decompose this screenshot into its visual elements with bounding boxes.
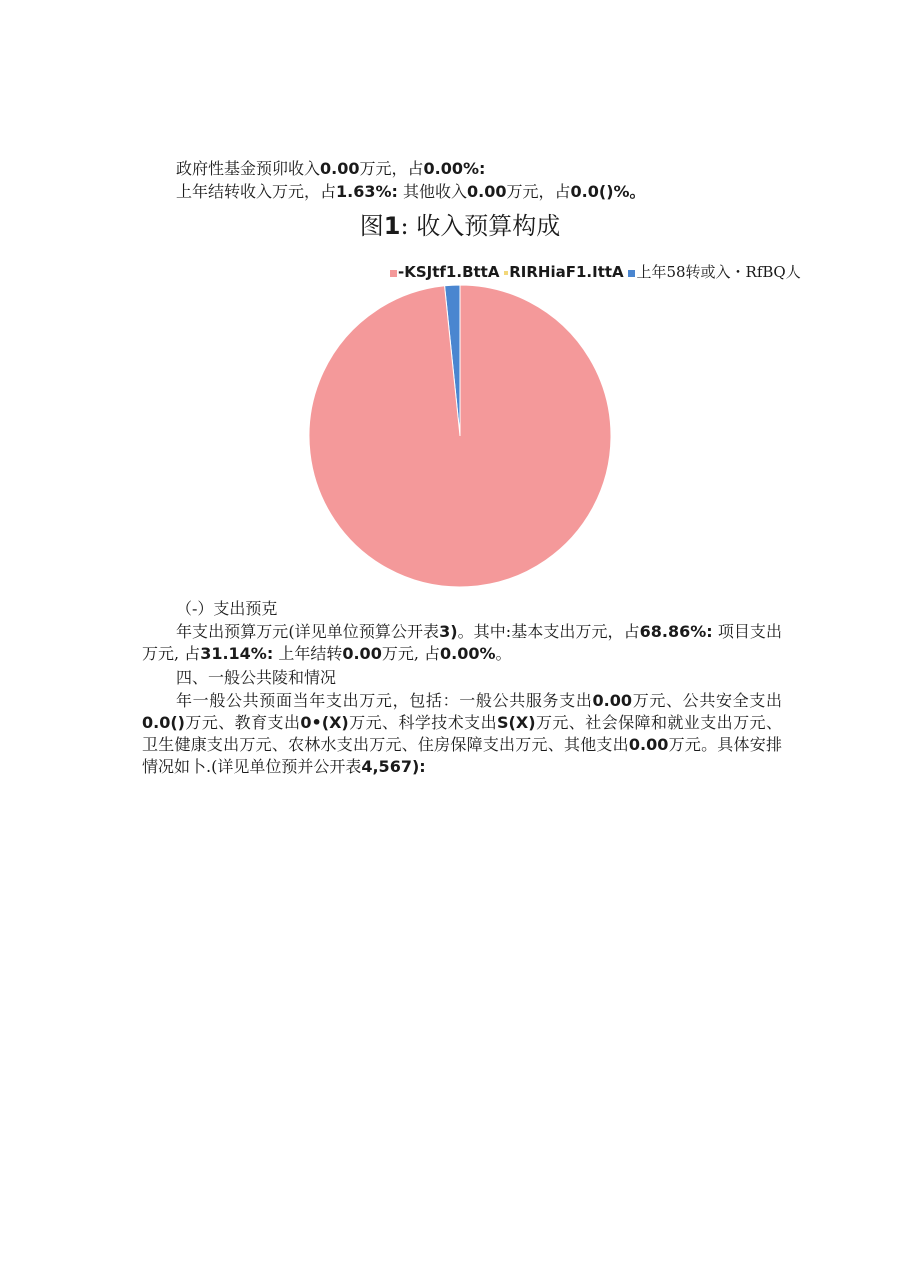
legend-label-0: -KSJtf1.BttA xyxy=(398,263,500,281)
value: 0•(X) xyxy=(300,713,349,732)
text: 政府性基金预卯收入 xyxy=(176,159,321,178)
section-heading-expenditure: （-）支出预克 xyxy=(176,599,278,618)
text: 项目支出万元, 占 xyxy=(142,622,782,663)
text: 年一般公共预面当年支出万元，包括：一般公共服务支出 xyxy=(176,691,593,710)
section-heading-public-budget: 四、一般公共陵和情况 xyxy=(176,668,337,687)
text: 上年结转收入万元，占 xyxy=(176,182,337,201)
text: 万元、社会保障和就业支出万元、卫生健康支出万元、农林水支出万元、住房保障支出万元、其他支出 xyxy=(142,713,782,754)
value: 68.86%: xyxy=(639,622,713,641)
figure-title xyxy=(0,210,920,242)
value: 3) xyxy=(439,622,458,641)
legend-swatch-0 xyxy=(390,270,397,277)
legend-label-1: RIRHiaF1.IttA xyxy=(509,263,624,281)
revenue-line-fund xyxy=(176,158,485,180)
text: 年支出预算万元(详见单位预算公开表 xyxy=(176,622,440,641)
value: S(X) xyxy=(497,713,536,732)
revenue-pie-chart xyxy=(300,278,620,598)
value: 0.00 xyxy=(342,644,382,663)
expenditure-paragraph xyxy=(142,621,782,665)
value: 0.00 xyxy=(592,691,633,710)
value: 1.63%: xyxy=(336,182,398,201)
text: 上年结转 xyxy=(278,644,343,663)
legend-swatch-2 xyxy=(628,270,635,277)
value: 31.14%: xyxy=(200,644,274,663)
value: 0.0()%。 xyxy=(570,182,646,201)
value: 0.00 xyxy=(467,182,507,201)
text: 万元、公共安全支出 xyxy=(632,691,782,710)
text: 万元、科学技术支出 xyxy=(348,713,498,732)
legend-label-2: 上年58转或入・RfBQ人 xyxy=(636,263,801,281)
value: 4,567): xyxy=(361,757,426,776)
revenue-line-carryover xyxy=(176,181,646,203)
value: 0.00%: xyxy=(423,159,486,178)
title-text: : 收入预算构成 xyxy=(400,212,561,240)
legend-swatch-1 xyxy=(504,271,508,275)
text: 。 xyxy=(495,644,512,663)
title-prefix: 图 xyxy=(359,212,384,240)
pie-slice-0 xyxy=(309,285,611,587)
value: 0.0() xyxy=(142,713,185,732)
text: 万元，占 xyxy=(506,182,571,201)
title-number: 1 xyxy=(383,212,401,240)
text: 万元。具体安排情况如卜.(详见单位预并公开表 xyxy=(142,735,782,776)
text: 。其中:基本支出万元，占 xyxy=(457,622,640,641)
text: 其他收入 xyxy=(403,182,468,201)
text: 万元，占 xyxy=(359,159,424,178)
value: 0.00 xyxy=(628,735,669,754)
public-budget-paragraph xyxy=(142,690,782,778)
text: 万元, 占 xyxy=(381,644,441,663)
text: 万元、教育支出 xyxy=(184,713,301,732)
value: 0.00 xyxy=(320,159,360,178)
value: 0.00% xyxy=(440,644,496,663)
